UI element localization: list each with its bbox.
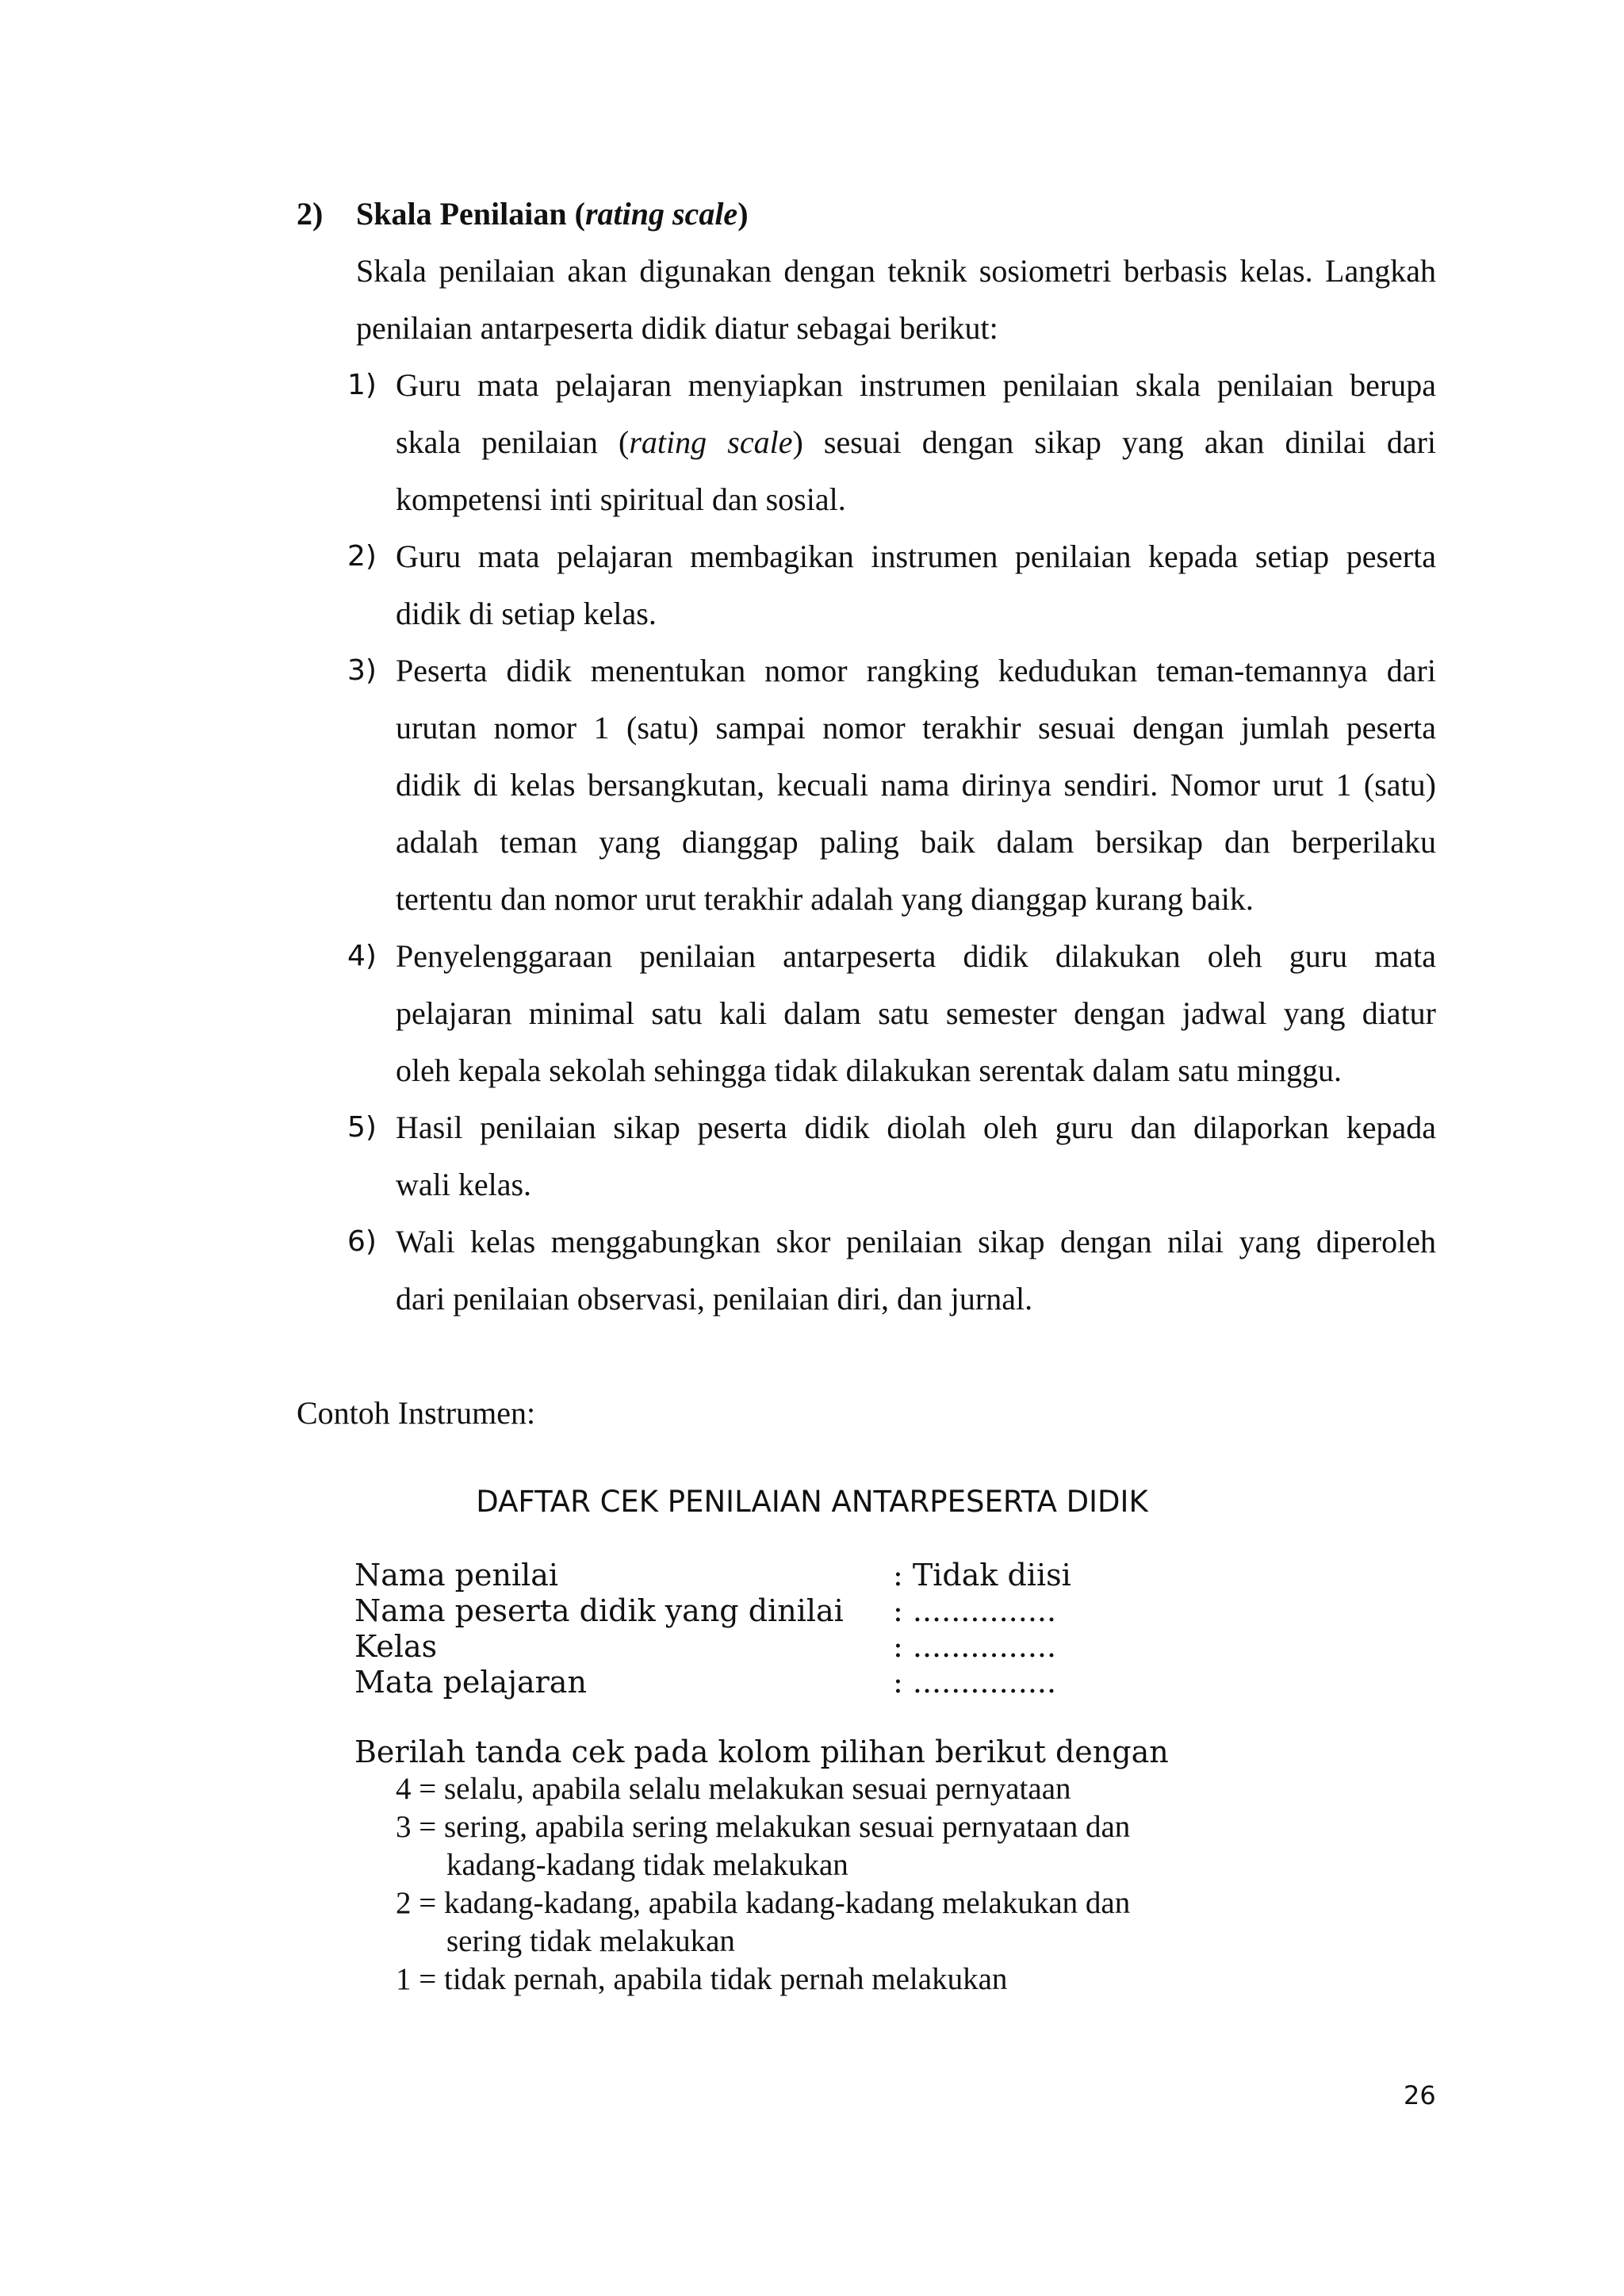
scale-item: 2 = kadang-kadang, apabila kadang-kadang melakukan dan bbox=[396, 1886, 1131, 1920]
page-number: 26 bbox=[1404, 2080, 1436, 2110]
step-line: wali kelas. bbox=[396, 1167, 532, 1202]
step-line: Wali kelas menggabungkan skor penilaian sikap dengan nilai yang diperoleh bbox=[396, 1224, 1436, 1259]
intro-line-1: Skala penilaian akan digunakan dengan teknik sosiometri berbasis kelas. Langkah bbox=[356, 253, 1436, 289]
scale-item-continuation: kadang-kadang tidak melakukan bbox=[446, 1848, 848, 1882]
step-line: Penyelenggaraan penilaian antarpeserta didik dilakukan oleh guru mata bbox=[396, 938, 1436, 974]
step-line: didik di setiap kelas. bbox=[396, 596, 657, 631]
step-line: kompetensi inti spiritual dan sosial. bbox=[396, 481, 846, 517]
step-line: pelajaran minimal satu kali dalam satu semester dengan jadwal yang diatur bbox=[396, 995, 1436, 1031]
scale-item: 1 = tidak pernah, apabila tidak pernah melakukan bbox=[396, 1962, 1008, 1996]
field-value: : ............... bbox=[893, 1629, 1057, 1664]
step-line: Peserta didik menentukan nomor rangking kedudukan teman-temannya dari bbox=[396, 653, 1436, 688]
field-value: : ............... bbox=[893, 1593, 1057, 1628]
field-value: : ............... bbox=[893, 1665, 1057, 1700]
step-line: tertentu dan nomor urut terakhir adalah yang dianggap kurang baik. bbox=[396, 881, 1254, 917]
scale-item: 4 = selalu, apabila selalu melakukan sesuai pernyataan bbox=[396, 1772, 1071, 1806]
intro-line-2: penilaian antarpeserta didik diatur sebagai berikut: bbox=[356, 310, 998, 346]
step-line: Guru mata pelajaran membagikan instrumen penilaian kepada setiap peserta bbox=[396, 539, 1436, 574]
step-number: 5) bbox=[347, 1111, 377, 1144]
field-value: : Tidak diisi bbox=[893, 1558, 1071, 1593]
field-label: Mata pelajaran bbox=[354, 1665, 587, 1700]
step-line: Guru mata pelajaran menyiapkan instrumen penilaian skala penilaian berupa bbox=[396, 367, 1436, 403]
instruction-text: Berilah tanda cek pada kolom pilihan berikut dengan bbox=[354, 1734, 1169, 1769]
step-line: Hasil penilaian sikap peserta didik diolah oleh guru dan dilaporkan kepada bbox=[396, 1110, 1436, 1145]
step-number: 4) bbox=[347, 940, 377, 972]
section-title: Skala Penilaian (rating scale) bbox=[356, 196, 749, 232]
scale-item: 3 = sering, apabila sering melakukan sesuai pernyataan dan bbox=[396, 1810, 1131, 1844]
section-number: 2) bbox=[297, 196, 324, 232]
step-number: 2) bbox=[347, 540, 377, 573]
field-label: Kelas bbox=[354, 1629, 438, 1664]
step-number: 6) bbox=[347, 1225, 377, 1258]
example-label: Contoh Instrumen: bbox=[297, 1395, 536, 1431]
step-line: oleh kepala sekolah sehingga tidak dilakukan serentak dalam satu minggu. bbox=[396, 1052, 1342, 1088]
instrument-title: DAFTAR CEK PENILAIAN ANTARPESERTA DIDIK bbox=[476, 1485, 1148, 1519]
step-number: 1) bbox=[347, 369, 377, 401]
step-line: dari penilaian observasi, penilaian diri, dan jurnal. bbox=[396, 1281, 1033, 1317]
step-line: skala penilaian (rating scale) sesuai dengan sikap yang akan dinilai dari bbox=[396, 424, 1437, 460]
step-number: 3) bbox=[347, 654, 377, 687]
step-line: didik di kelas bersangkutan, kecuali nama dirinya sendiri. Nomor urut 1 (satu) bbox=[396, 767, 1436, 803]
step-line: adalah teman yang dianggap paling baik dalam bersikap dan berperilaku bbox=[396, 824, 1436, 860]
field-label: Nama peserta didik yang dinilai bbox=[354, 1593, 844, 1628]
field-label: Nama penilai bbox=[354, 1558, 559, 1593]
step-line: urutan nomor 1 (satu) sampai nomor terakhir sesuai dengan jumlah peserta bbox=[396, 710, 1436, 746]
scale-item-continuation: sering tidak melakukan bbox=[446, 1924, 735, 1958]
